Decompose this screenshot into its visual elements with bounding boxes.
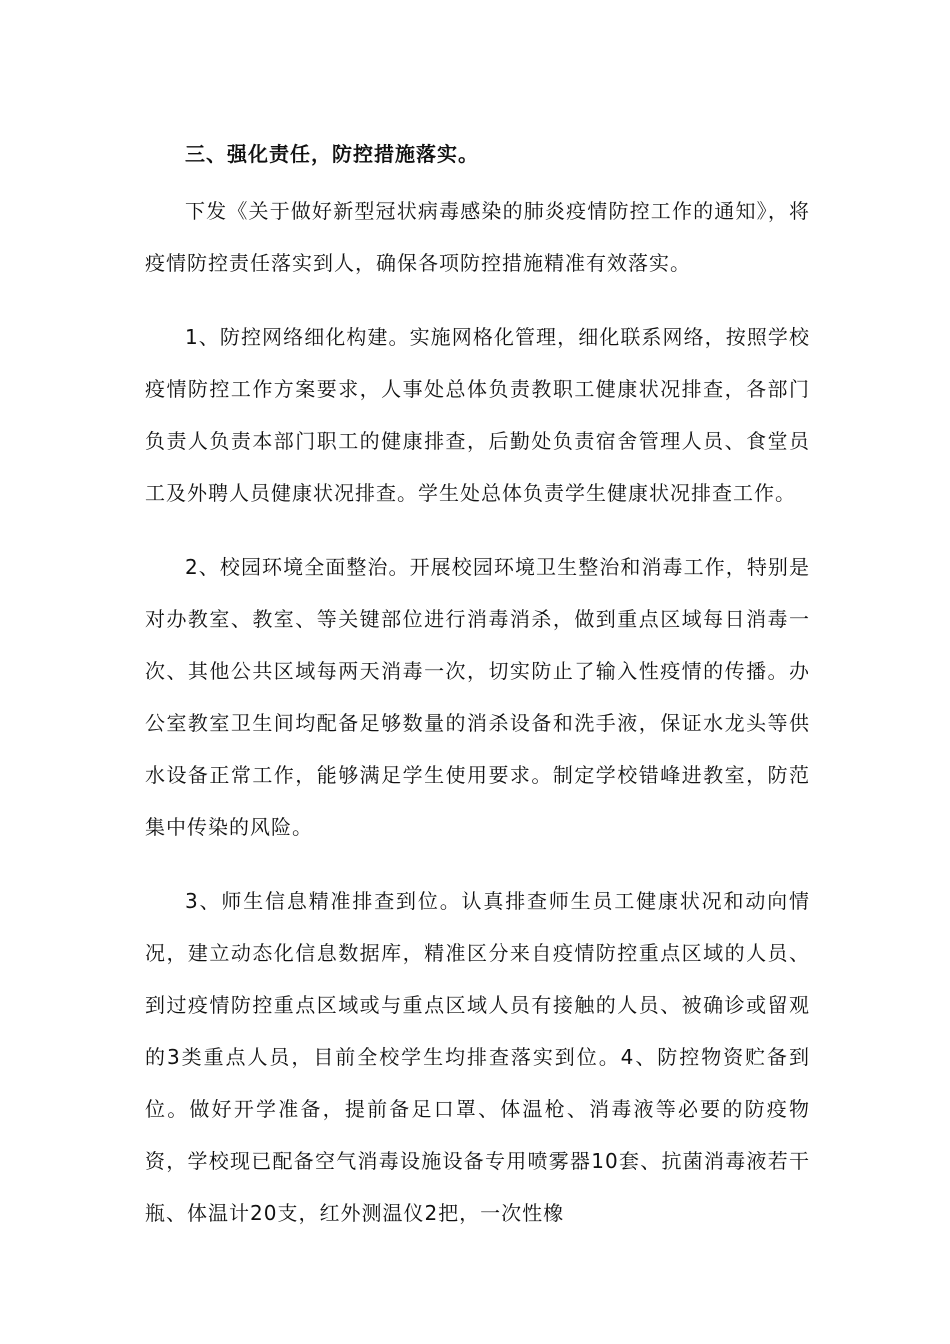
paragraph-screening: 3、师生信息精准排查到位。认真排查师生员工健康状况和动向情况，建立动态化信息数据库，精准区分来自疫情防控重点区域的人员、到过疫情防控重点区域或与重点区域人员有接触的人员、被确诊或留观的3类重点人员，目前全校学生均排查落实到位。4、防控物资贮备到位。做好开学准备，提前备足口罩、体温枪、消毒液等必要的防疫物资，学校现已配备空气消毒设施设备专用喷雾器10套、抗菌消毒液若干瓶、体温计20支，红外测温仪2把，一次性橡 <box>145 889 810 1225</box>
paragraph-network: 1、防控网络细化构建。实施网格化管理，细化联系网络，按照学校疫情防控工作方案要求，人事处总体负责教职工健康状况排查，各部门负责人负责本部门职工的健康排查，后勤处负责宿舍管理人员、食堂员工及外聘人员健康状况排查。学生处总体负责学生健康状况排查工作。 <box>145 325 810 505</box>
document-body <box>145 128 810 1239</box>
paragraph-environment: 2、校园环境全面整治。开展校园环境卫生整治和消毒工作，特别是对办教室、教室、等关键部位进行消毒消杀，做到重点区域每日消毒一次、其他公共区域每两天消毒一次，切实防止了输入性疫情的传播。办公室教室卫生间均配备足够数量的消杀设备和洗手液，保证水龙头等供水设备正常工作，能够满足学生使用要求。制定学校错峰进教室，防范集中传染的风险。 <box>145 555 810 839</box>
paragraph-notice: 下发《关于做好新型冠状病毒感染的肺炎疫情防控工作的通知》，将疫情防控责任落实到人，确保各项防控措施精准有效落实。 <box>145 199 810 275</box>
section-heading: 三、强化责任，防控措施落实。 <box>185 142 479 166</box>
